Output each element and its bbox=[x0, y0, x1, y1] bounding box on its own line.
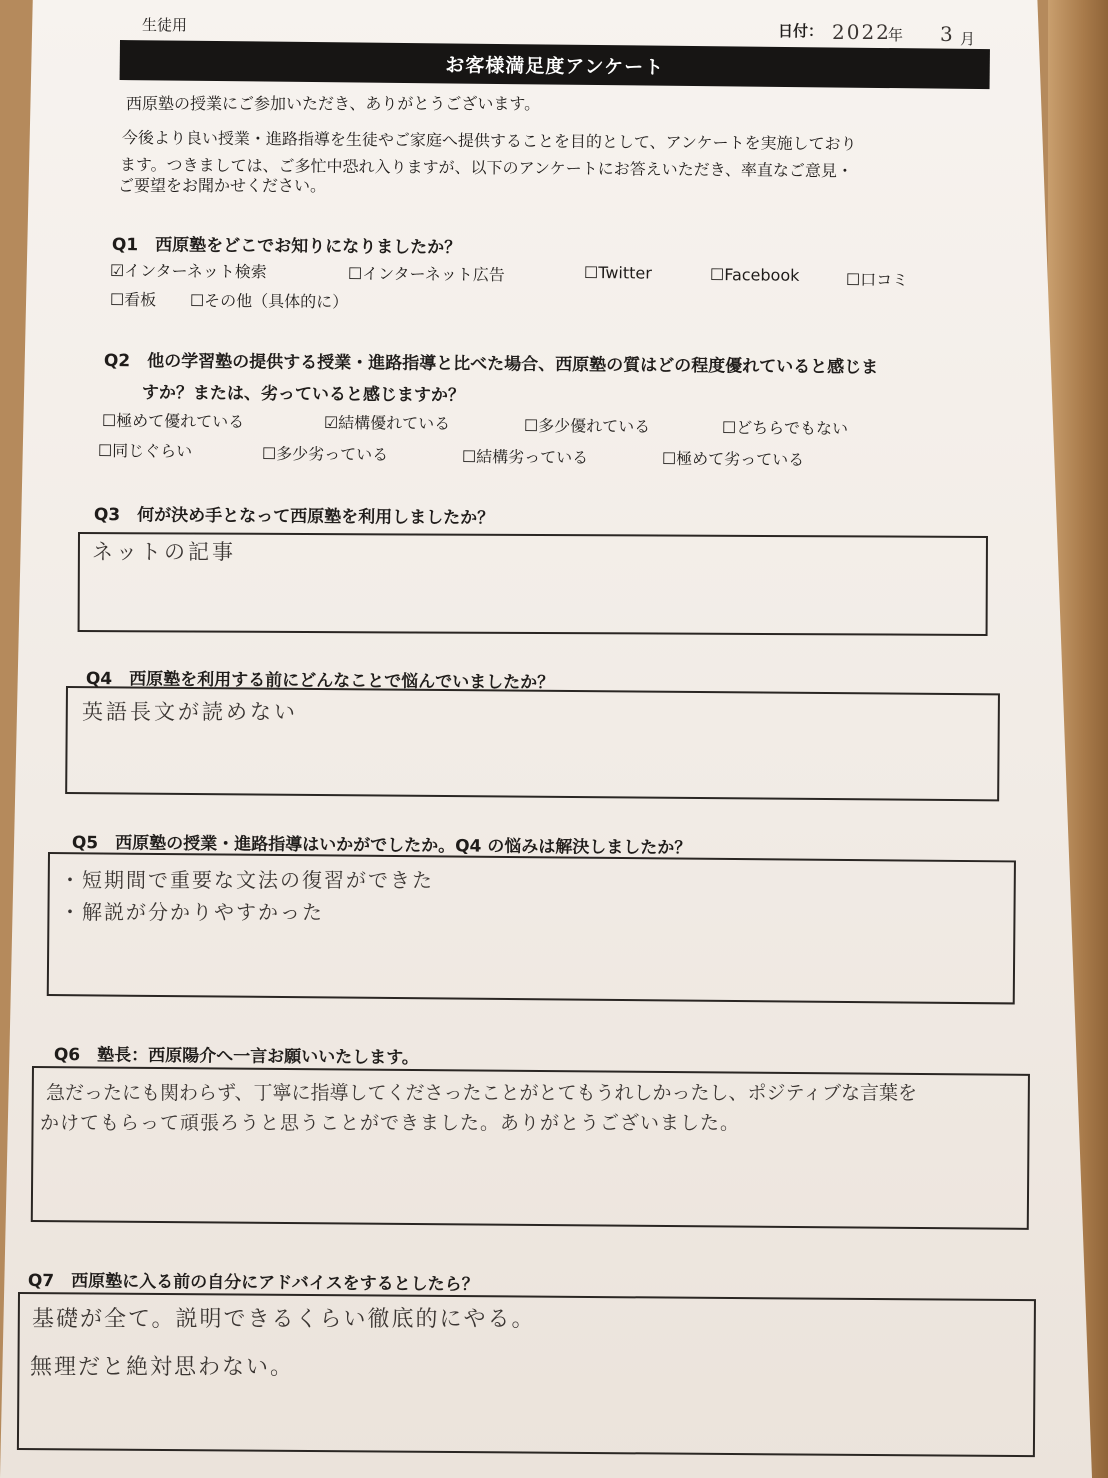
student-label: 生徒用 bbox=[142, 16, 188, 34]
q2-option-neutral[interactable]: ☐どちらでもない bbox=[721, 417, 849, 439]
q6-label: Q6 塾長：西原陽介へ一言お願いいたします。 bbox=[53, 1044, 419, 1069]
q5-answer-line-2: ・解説が分かりやすかった bbox=[60, 900, 324, 924]
q1-option-internet-search[interactable]: ☑インターネット検索 bbox=[109, 260, 267, 282]
q6-answer-line-2: かけてもらって頑張ろうと思うことができました。ありがとうございました。 bbox=[40, 1112, 741, 1134]
q1-option-word-of-mouth[interactable]: ☐口コミ bbox=[845, 269, 909, 290]
q1-option-twitter[interactable]: ☐Twitter bbox=[583, 263, 652, 283]
q1-option-other[interactable]: ☐その他（具体的に） bbox=[189, 290, 349, 312]
q6-answer-line-1: 急だったにも関わらず、丁寧に指導してくださったことがとてもうれしかったし、ポジティブな言葉を bbox=[46, 1082, 917, 1104]
q1-option-facebook[interactable]: ☐Facebook bbox=[709, 265, 800, 285]
q5-label: Q5 西原塾の授業・進路指導はいかがでしたか。Q4 の悩みは解決しましたか？ bbox=[71, 832, 692, 859]
intro-line-3: ます。つきましては、ご多忙中恐れ入りますが、以下のアンケートにお答えいただき、率直なご意見・ bbox=[119, 154, 854, 181]
month-suffix: 月 bbox=[960, 30, 976, 48]
q1-option-internet-ad[interactable]: ☐インターネット広告 bbox=[347, 263, 505, 285]
q2-option-quite-inferior[interactable]: ☐結構劣っている bbox=[461, 446, 589, 468]
q4-answer: 英語長文が読めない bbox=[82, 700, 298, 724]
q2-option-extremely-inferior[interactable]: ☐極めて劣っている bbox=[661, 448, 805, 470]
q2-label-line-2: すか？または、劣っていると感じますか？ bbox=[141, 382, 465, 406]
q5-answer-line-1: ・短期間で重要な文法の復習ができた bbox=[60, 868, 434, 892]
q2-option-somewhat-superior[interactable]: ☐多少優れている bbox=[523, 415, 651, 437]
year-suffix: 年 bbox=[888, 26, 904, 44]
date-month: 3 bbox=[940, 22, 953, 46]
date-label: 日付： bbox=[778, 22, 824, 40]
q1-label: Q1 西原塾をどこでお知りになりましたか？ bbox=[111, 234, 462, 259]
q2-option-quite-superior[interactable]: ☑結構優れている bbox=[323, 412, 451, 434]
q2-label-line-1: Q2 他の学習塾の提供する授業・進路指導と比べた場合、西原塾の質はどの程度優れていると感じま bbox=[103, 350, 879, 378]
q2-option-extremely-superior[interactable]: ☐極めて優れている bbox=[101, 410, 245, 432]
q7-answer-line-2: 無理だと絶対思わない。 bbox=[30, 1355, 295, 1380]
q4-label: Q4 西原塾を利用する前にどんなことで悩んでいましたか？ bbox=[85, 668, 555, 694]
q1-option-signboard[interactable]: ☐看板 bbox=[109, 289, 157, 310]
intro-line-2: 今後より良い授業・進路指導を生徒やご家庭へ提供することを目的として、アンケートを実施しており bbox=[121, 127, 857, 154]
q3-label: Q3 何が決め手となって西原塾を利用しましたか？ bbox=[93, 504, 495, 529]
page-title: お客様満足度アンケート bbox=[445, 53, 665, 79]
q7-label: Q7 西原塾に入る前の自分にアドバイスをするとしたら？ bbox=[27, 1270, 479, 1295]
q2-option-same[interactable]: ☐同じぐらい bbox=[97, 440, 193, 461]
q2-option-somewhat-inferior[interactable]: ☐多少劣っている bbox=[261, 443, 389, 465]
q3-answer: ネットの記事 bbox=[92, 540, 236, 564]
intro-line-4: ご要望をお聞かせください。 bbox=[118, 176, 327, 195]
intro-line-1: 西原塾の授業にご参加いただき、ありがとうございます。 bbox=[126, 94, 541, 113]
q7-answer-line-1: 基礎が全て。説明できるくらい徹底的にやる。 bbox=[32, 1307, 536, 1332]
date-year: 2022 bbox=[832, 20, 891, 44]
